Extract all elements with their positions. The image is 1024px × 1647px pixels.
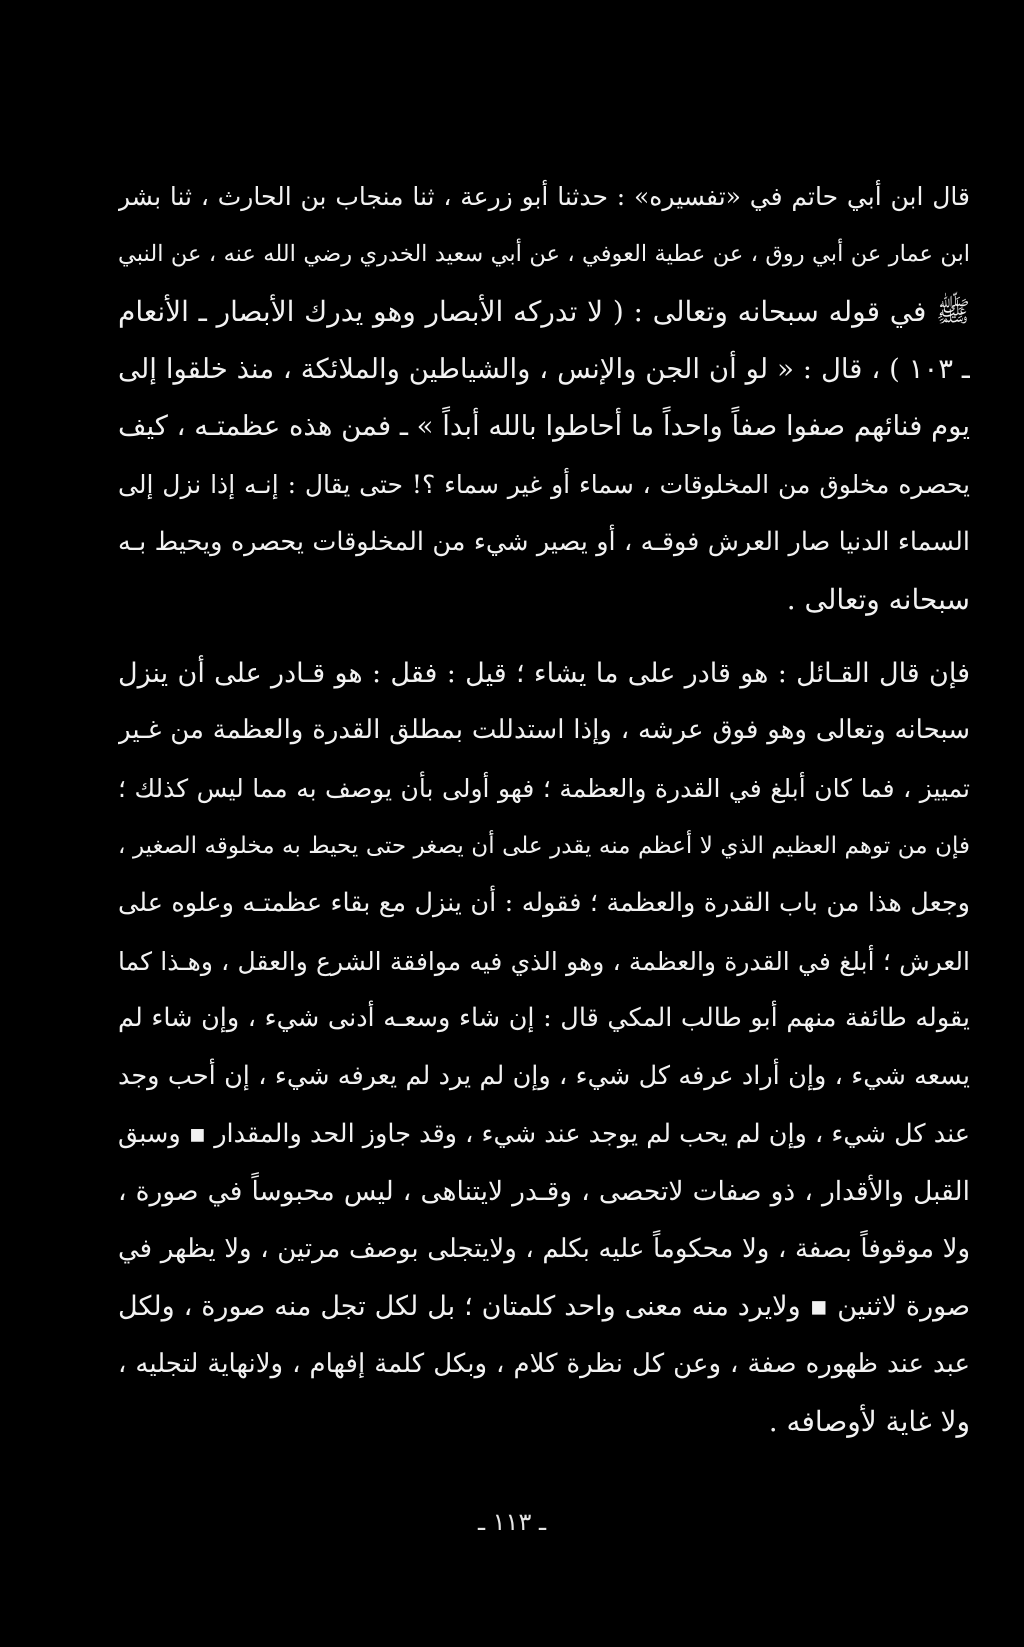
text-line: عند كل شيء ، وإن لم يحب لم يوجد عند شيء ، وقد جاوز الحد والمقدار ▪ وسبق (118, 1118, 970, 1149)
page-number: ـ ١١٣ ـ (477, 1508, 546, 1536)
text-line: قال ابن أبي حاتم في «تفسيره» : حدثنا أبو زرعة ، ثنا منجاب بن الحارث ، ثنا بشر (118, 182, 970, 211)
text-line: ابن عمار عن أبي روق ، عن عطية العوفي ، عن أبي سعيد الخدري رضي الله عنه ، عن النبي (118, 240, 970, 267)
text-line: ولا موقوفاً بصفة ، ولا محكوماً عليه بكلم ، ولايتجلى بوصف مرتين ، ولا يظهر في (118, 1233, 970, 1264)
text-line: السماء الدنيا صار العرش فوقـه ، أو يصير شيء من المخلوقات يحصره ويحيط بـه (118, 526, 970, 557)
text-line: يوم فنائهم صفوا صفاً واحداً ما أحاطوا بالله أبداً » ـ فمن هذه عظمتـه ، كيف (118, 410, 970, 443)
text-line: ـ ١٠٣ ) ، قال : « لو أن الجن والإنس ، والشياطين والملائكة ، منذ خلقوا إلى (118, 352, 970, 385)
paragraph-2 (118, 645, 970, 1451)
text-line: فإن قال القـائل : هو قادر على ما يشاء ؛ قيل : فقل : هو قـادر على أن ينزل (118, 657, 970, 689)
text-line: عبد عند ظهوره صفة ، وعن كل نظرة كلام ، وبكل كلمة إفهام ، ولانهاية لتجليه ، (118, 1348, 970, 1379)
text-line: يقوله طائفة منهم أبو طالب المكي قال : إن شاء وسعـه أدنى شيء ، وإن شاء لم (118, 1003, 970, 1034)
text-line: تمييز ، فما كان أبلغ في القدرة والعظمة ؛ فهو أولى بأن يوصف به مما ليس كذلك ؛ (118, 773, 970, 803)
text-line: وجعل هذا من باب القدرة والعظمة ؛ فقوله : أن ينزل مع بقاء عظمتـه وعلوه على (118, 888, 970, 919)
text-line: ﷺ في قوله سبحانه وتعالى : ( لا تدركه الأبصار وهو يدرك الأبصار ـ الأنعام (118, 295, 970, 329)
text-line: القبل والأقدار ، ذو صفات لاتحصى ، وقـدر لايتناهى ، ليس محبوساً في صورة ، (118, 1176, 970, 1208)
body-text (118, 168, 970, 1451)
text-line: صورة لاثنين ▪ ولايرد منه معنى واحد كلمتان ؛ بل لكل تجل منه صورة ، ولكل (118, 1291, 970, 1323)
paragraph-1 (118, 168, 970, 629)
text-line: سبحانه وتعالى . (786, 583, 970, 617)
text-line: العرش ؛ أبلغ في القدرة والعظمة ، وهو الذي فيه موافقة الشرع والعقل ، وهـذا كما (118, 946, 970, 976)
text-line: ولا غاية لأوصافه . (768, 1405, 970, 1439)
paragraph-gap (118, 629, 970, 645)
text-line: فإن من توهم العظيم الذي لا أعظم منه يقدر على أن يصغر حتى يحيط به مخلوقه الصغير ، (118, 832, 970, 859)
text-line: يحصره مخلوق من المخلوقات ، سماء أو غير سماء ؟! حتى يقال : إنـه إذا نزل إلى (118, 469, 970, 499)
text-line: يسعه شيء ، وإن أراد عرفه كل شيء ، وإن لم يرد لم يعرفه شيء ، إن أحب وجد (118, 1060, 970, 1091)
text-line: سبحانه وتعالى وهو فوق عرشه ، وإذا استدللت بمطلق القدرة والعظمة من غـير (118, 715, 970, 746)
